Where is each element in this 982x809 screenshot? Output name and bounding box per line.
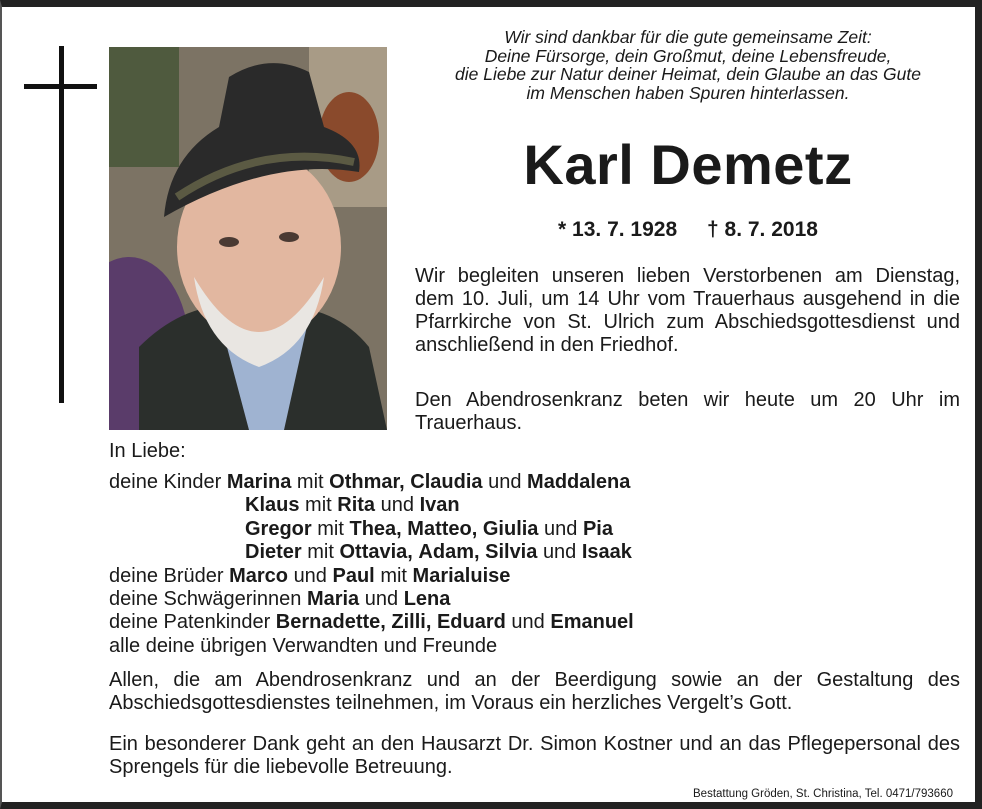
list-item: alle deine übrigen Verwandten und Freunde <box>109 634 498 657</box>
cross-icon-horizontal <box>24 84 97 89</box>
mourners-intro: In Liebe: <box>109 440 186 462</box>
motto-line: im Menschen haben Spuren hinterlassen. <box>526 82 850 103</box>
rosary-announcement: Den Abendrosenkranz beten wir heute um 20 Uhr im Trauerhaus. <box>415 389 960 434</box>
funeral-home-credit: Bestattung Gröden, St. Christina, Tel. 0471/793660 <box>693 788 953 800</box>
death-date: † 8. 7. 2018 <box>707 218 818 241</box>
motto-line: Wir sind dankbar für die gute gemeinsame Zeit: <box>504 27 872 47</box>
list-item: deine Patenkinder Bernadette, Zilli, Eduard und Emanuel <box>109 611 634 634</box>
birth-date: * 13. 7. 1928 <box>558 218 678 241</box>
motto-line: die Liebe zur Natur deiner Heimat, dein Glaube an das Gute <box>455 64 921 85</box>
life-dates <box>400 216 976 244</box>
motto-line: Deine Fürsorge, dein Großmut, deine Lebensfreude, <box>484 45 892 66</box>
list-item: deine Brüder Marco und Paul mit Marialuise <box>109 564 511 587</box>
motto-verse <box>400 28 976 102</box>
special-thanks: Ein besonderer Dank geht an den Hausarzt Dr. Simon Kostner und an das Pflegepersonal des Sprengels für die liebevolle Betreuung. <box>109 733 960 778</box>
funeral-announcement: Wir begleiten unseren lieben Verstorbenen am Dienstag, dem 10. Juli, um 14 Uhr vom Trauerhaus ausgehend in die Pfarrkirche von St. Ulrich zum Abschiedsgottesdienst und anschließend in den Friedhof. <box>415 265 960 356</box>
cross-icon-vertical <box>59 46 64 403</box>
deceased-name: Karl Demetz <box>523 133 853 196</box>
list-item: deine Kinder Marina mit Othmar, Claudia und Maddalena <box>109 471 631 493</box>
general-thanks: Allen, die am Abendrosenkranz und an der Beerdigung sowie an der Gestaltung des Abschiedsgottesdienstes teilnehmen, im Voraus ein herzliches Vergelt’s Gott. <box>109 669 960 714</box>
list-item: Gregor mit Thea, Matteo, Giulia und Pia <box>245 517 613 540</box>
mourners-list <box>109 471 964 658</box>
list-item: Klaus mit Rita und Ivan <box>245 494 460 517</box>
list-item: deine Schwägerinnen Maria und Lena <box>109 587 451 610</box>
portrait-photo <box>109 47 387 430</box>
list-item: Dieter mit Ottavia, Adam, Silvia und Isaak <box>245 541 632 564</box>
